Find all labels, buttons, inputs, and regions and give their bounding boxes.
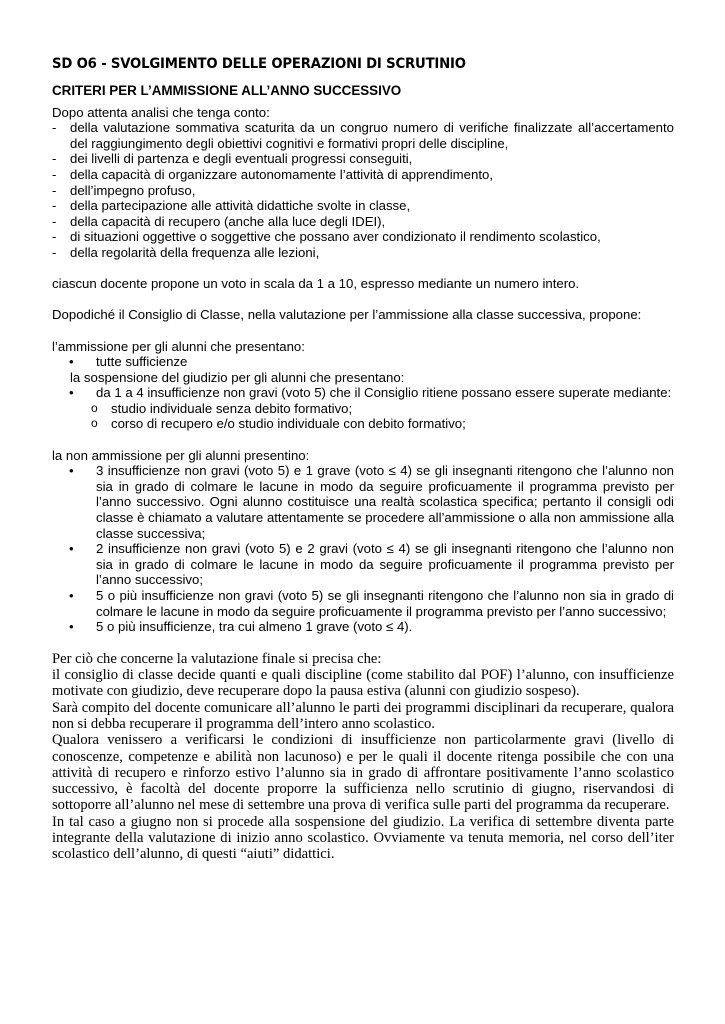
criteria-item: - della capacità di recupero (anche alla luce degli IDEI), [52, 214, 674, 230]
final-paragraph: Qualora venissero a verificarsi le condizioni di insufficienze non particolarmente gravi (livello di conoscenze, competenze e abilità non lacunoso) e per le quali il docente ritenga possibile che con una attività di recupero e rinforzo estivo l’alunno sia in grado di affrontare positivamente l’anno scolastico successivo, è facoltà del docente proporre la sufficienza nello scrutinio di giugno, riservandosi di sottoporre all’alunno nel mese di settembre una prova di verifica sulle parti del programma da recuperare. [52, 732, 674, 814]
vote-sentence: ciascun docente propone un voto in scala da 1 a 10, espresso mediante un numero intero. [52, 276, 580, 292]
intro-text: Dopo attenta analisi che tenga conto: [52, 104, 270, 120]
final-paragraph: Per ciò che concerne la valutazione finale si precisa che: [52, 650, 382, 667]
suspension-sub-list [52, 401, 674, 432]
section-subtitle: CRITERI PER L’AMMISSIONE ALL’ANNO SUCCESSIVO [52, 83, 402, 98]
suspension-item: • da 1 a 4 insufficienze non gravi (voto 5) che il Consiglio ritiene possano essere superate mediante: [52, 385, 674, 401]
suspension-sub-item: o studio individuale senza debito formativo; [52, 401, 674, 417]
suspension-heading: la sospensione del giudizio per gli alunni che presentano: [70, 369, 405, 385]
document-title: SD O6 - SVOLGIMENTO DELLE OPERAZIONI DI SCRUTINIO [52, 56, 466, 72]
criteria-list [52, 120, 674, 260]
admission-heading: l’ammissione per gli alunni che presentano: [52, 338, 305, 354]
document-page [52, 56, 674, 863]
non-admission-list [52, 463, 674, 635]
final-paragraph: Sarà compito del docente comunicare all’alunno le parti dei programmi disciplinari da recuperare, qualora non si debba recuperare il programma dell’intero anno scolastico. [52, 699, 674, 732]
final-evaluation-section [52, 651, 674, 863]
non-admission-item: • 2 insufficienze non gravi (voto 5) e 2 gravi (voto ≤ 4) se gli insegnanti ritengono che l’alunno non sia in grado di colmare le lacune in modo da seguire proficuamente il programma previsto per l’anno successivo; [52, 541, 674, 588]
suspension-sub-item: o corso di recupero e/o studio individuale con debito formativo; [52, 416, 674, 432]
criteria-item: - della capacità di organizzare autonomamente l’attività di apprendimento, [52, 167, 674, 183]
admission-list [52, 354, 674, 370]
non-admission-item: • 3 insufficienze non gravi (voto 5) e 1 grave (voto ≤ 4) se gli insegnanti ritengono che l’alunno non sia in grado di colmare le lacune in modo da seguire proficuamente il programma previsto per l’anno successivo. Ogni alunno costituisce una realtà scolastica specifica; pertanto il consigli odi classe è chiamato a valutare attentamente se procedere all’ammissione o alla non ammissione alla classe successiva; [52, 463, 674, 541]
suspension-list [52, 385, 674, 401]
criteria-item: - della valutazione sommativa scaturita da un congruo numero di verifiche finalizzate all’accertamento del raggiungimento degli obiettivi cognitivi e formativi propri delle discipline, [52, 120, 674, 151]
council-sentence: Dopodiché il Consiglio di Classe, nella valutazione per l’ammissione alla classe successiva, propone: [52, 307, 642, 323]
non-admission-heading: la non ammissione per gli alunni presentino: [52, 447, 310, 463]
admission-item: • tutte sufficienze [52, 354, 674, 370]
criteria-item: - della partecipazione alle attività didattiche svolte in classe, [52, 198, 674, 214]
non-admission-item: • 5 o più insufficienze non gravi (voto 5) se gli insegnanti ritengono che l’alunno non sia in grado di colmare le lacune in modo da seguire proficuamente il programma previsto per l’anno successivo; [52, 588, 674, 619]
non-admission-item: • 5 o più insufficienze, tra cui almeno 1 grave (voto ≤ 4). [52, 619, 674, 635]
criteria-item: - della regolarità della frequenza alle lezioni, [52, 245, 674, 261]
criteria-item: - di situazioni oggettive o soggettive che possano aver condizionato il rendimento scolastico, [52, 229, 674, 245]
final-paragraph: il consiglio di classe decide quanti e quali discipline (come stabilito dal POF) l’alunno, con insufficienze motivate con giudizio, deve recuperare dopo la pausa estiva (alunni con giudizio sospeso). [52, 667, 674, 700]
final-paragraph: In tal caso a giugno non si procede alla sospensione del giudizio. La verifica di settembre diventa parte integrante della valutazione di inizio anno scolastico. Ovviamente va tenuta memoria, nel corso dell’iter scolastico dell’alunno, di questi “aiuti” didattici. [52, 813, 674, 863]
criteria-item: - dell’impegno profuso, [52, 183, 674, 199]
criteria-item: - dei livelli di partenza e degli eventuali progressi conseguiti, [52, 151, 674, 167]
